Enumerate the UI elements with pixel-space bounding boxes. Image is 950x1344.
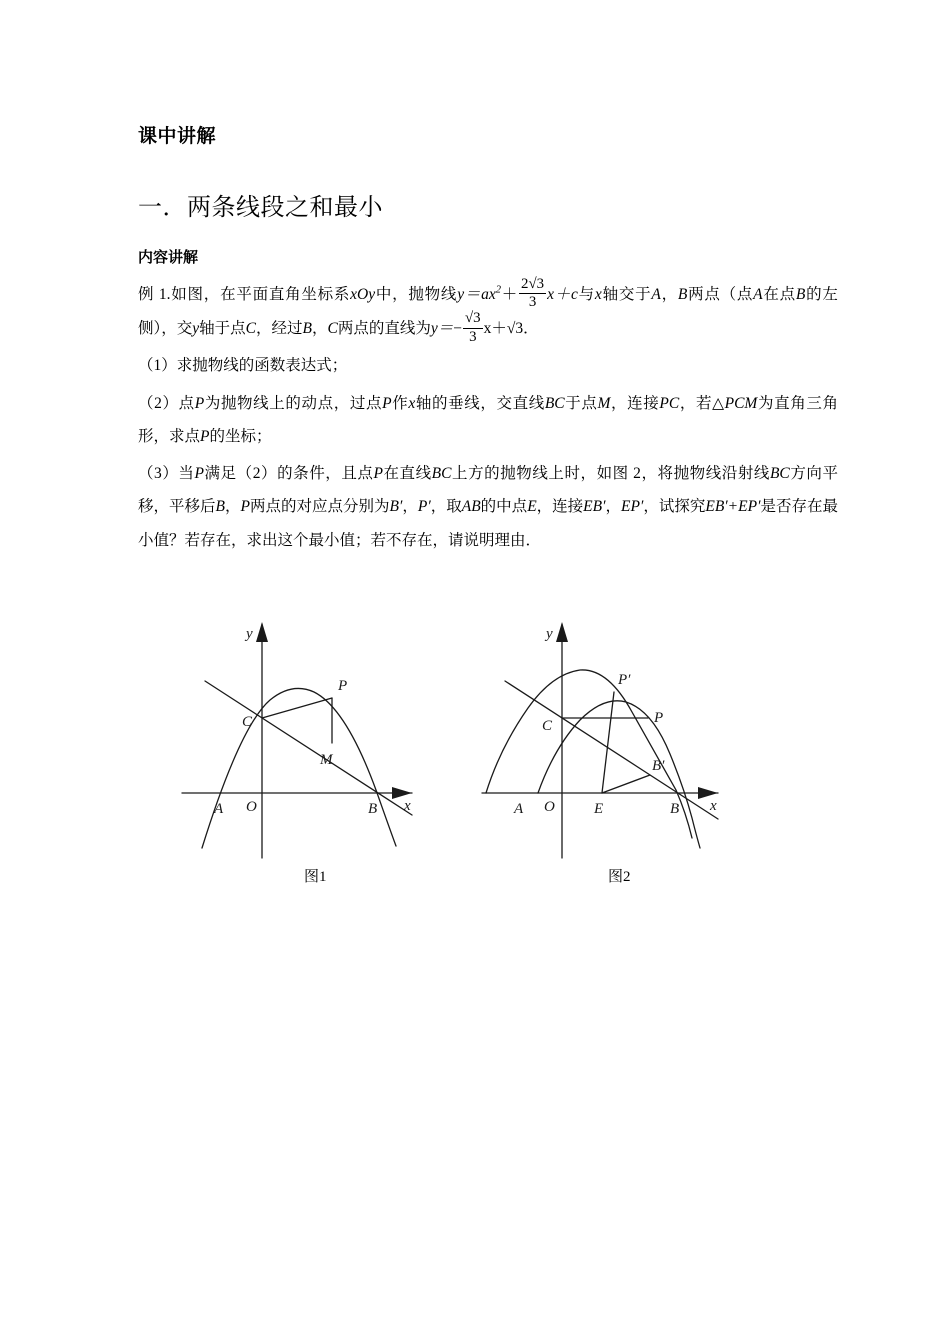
figure-2-canvas [480, 608, 750, 868]
figure-2-label-e: E [594, 801, 604, 817]
line-tail-plus: ＋ [491, 319, 507, 337]
var-bc: BC [544, 394, 565, 412]
parabola-plus: ＋ [501, 285, 519, 303]
point-c-name: C [245, 319, 257, 337]
fraction-2root3-over-3 [519, 277, 546, 311]
question-3-m: ，试探究 [643, 498, 706, 516]
figure-1-label-m: M [320, 752, 333, 768]
var-pcm: PCM [724, 394, 758, 412]
figure-2-y-axis-arrow [556, 622, 568, 642]
figure-2-label-c: C [542, 718, 553, 734]
var-ep-prime: EP′ [621, 498, 644, 516]
var-p-prime: P′ [417, 498, 431, 516]
figure-1-line-bc [205, 681, 412, 815]
var-pc: PC [659, 394, 680, 412]
question-3-h: ， [402, 498, 418, 516]
question-3 [138, 453, 838, 557]
figure-1-label-b: B [368, 801, 378, 817]
figure-1-label-x: x [404, 798, 411, 814]
problem-lead: 例 1.如图，在平面直角坐标系 [138, 285, 351, 303]
problem-line2-tail3: 两点的直线为 [337, 319, 431, 337]
axis-y-name: y [192, 319, 200, 337]
var-b-prime: B′ [389, 498, 403, 516]
figure-1-label-p: P [338, 678, 348, 694]
var-bc-q3: BC [431, 465, 452, 483]
problem-line2-tail2: ，经过 [256, 319, 303, 337]
question-3-b: 满足（2）的条件，且点 [203, 465, 374, 483]
line-equation-minus: − [453, 319, 463, 337]
document-content [138, 0, 838, 557]
figure-2-segment-ep-prime [602, 692, 614, 793]
question-3-f: ， [224, 498, 241, 516]
figure-1-label-a: A [214, 801, 224, 817]
figure-1-label-c: C [242, 714, 253, 730]
line-period: ． [523, 319, 539, 337]
figure-2-segment-eb-prime [602, 775, 650, 793]
question-3-j: 的中点 [480, 498, 528, 516]
question-3-e: 方向平移，平移后 [138, 465, 838, 516]
subsection-heading: 内容讲解 [138, 249, 199, 266]
problem-axis-tail: 轴交于 [601, 285, 652, 303]
fraction-numerator: 2√3 [519, 277, 546, 295]
var-p-3: P [200, 427, 210, 445]
figure-2-label-b-prime: B′ [652, 758, 665, 774]
figure-2-label-b: B [670, 801, 680, 817]
problem-two-points: 两点（点 [687, 285, 754, 303]
line-fraction-numerator: √3 [463, 311, 483, 329]
question-2-b: 为抛物线上的动点，过点 [204, 394, 383, 412]
var-e: E [527, 498, 537, 516]
figure-1-label-y: y [246, 626, 253, 642]
problem-after-eq: 与 [577, 285, 595, 303]
var-p: P [194, 394, 205, 412]
parabola-exponent: 2 [495, 284, 502, 296]
fraction-root3-over-3 [463, 311, 483, 345]
line-tail-x: x [483, 319, 492, 337]
question-2-i: 的坐标； [209, 427, 272, 445]
question-1 [138, 345, 838, 382]
question-2 [138, 383, 838, 454]
point-b-name-3: B [302, 319, 312, 337]
point-b-name-2: B [795, 285, 806, 303]
problem-line2-tail: 轴于点 [199, 319, 246, 337]
var-m: M [597, 394, 611, 412]
question-3-n: 是否存在最小值？若存在，求出这个最小值；若不存在，请说明理由． [138, 498, 838, 549]
figure-1-canvas [180, 608, 440, 868]
var-eb-prime: EB′ [583, 498, 606, 516]
figure-2-label-y: y [546, 626, 553, 642]
var-eb-ep-expression: EB′+EP′ [705, 498, 761, 516]
parabola-tail-x: x [547, 285, 554, 303]
figure-2-label-p-prime: P′ [618, 672, 631, 688]
point-a-name-2: A [753, 285, 763, 303]
question-3-d: 上方的抛物线上时，如图 2，将抛物线沿射线 [451, 465, 770, 483]
line-fraction-denominator: 3 [469, 328, 477, 345]
question-1-text: （1）求抛物线的函数表达式； [138, 357, 348, 375]
question-3-a: （3）当 [138, 465, 195, 483]
figure-1-segment-cp [262, 698, 332, 718]
var-p-q3: P [194, 465, 204, 483]
point-c-name-2: C [327, 319, 338, 337]
parabola-tail-c: ＋c [553, 285, 578, 303]
var-b-q3: B [215, 498, 225, 516]
figure-2-label-origin: O [544, 799, 555, 815]
question-3-l: ， [605, 498, 622, 516]
var-ab: AB [461, 498, 481, 516]
fraction-denominator: 3 [528, 294, 537, 311]
figure-2-caption: 图2 [608, 869, 631, 885]
question-3-k: ，连接 [536, 498, 584, 516]
line-equation-y: y＝ [430, 319, 454, 337]
question-2-e: 于点 [564, 394, 598, 412]
figure-1-caption: 图1 [304, 869, 327, 885]
figure-2 [480, 608, 750, 885]
axis-x-name: x [594, 285, 602, 303]
figure-2-label-x: x [710, 798, 717, 814]
question-2-c: 作 [391, 394, 409, 412]
question-3-g: 两点的对应点分别为 [249, 498, 390, 516]
parabola-a: ax [481, 285, 496, 303]
question-2-g: ，若△ [679, 394, 725, 412]
axes-name: xOy [350, 285, 376, 303]
comma-1: ， [660, 285, 678, 303]
figure-2-label-p: P [654, 710, 664, 726]
var-p-q3-2: P [373, 465, 383, 483]
var-bc-q3-2: BC [769, 465, 790, 483]
figure-1-label-origin: O [246, 799, 257, 815]
figure-2-label-a: A [514, 801, 524, 817]
problem-lead-mid: 中，抛物线 [375, 285, 458, 303]
question-3-c: 在直线 [382, 465, 432, 483]
problem-line2-mid: 在点 [762, 285, 796, 303]
figures-container [138, 608, 838, 908]
page-title: 课中讲解 [138, 126, 217, 147]
var-p-q3-3: P [240, 498, 250, 516]
figure-1-y-axis-arrow [256, 622, 268, 642]
figure-1 [180, 608, 440, 885]
question-2-f: ，连接 [610, 394, 660, 412]
problem-statement [138, 267, 838, 345]
question-3-i: ，取 [430, 498, 462, 516]
section-heading: 一．两条线段之和最小 [138, 194, 383, 221]
line-tail-sqrt3: √3 [506, 319, 524, 337]
question-2-d: 轴的垂线，交直线 [415, 394, 545, 412]
figure-1-parabola [202, 688, 396, 848]
var-p-2: P [382, 394, 392, 412]
point-b-name: B [677, 285, 688, 303]
problem-line2-after: 的左侧），交 [138, 285, 838, 337]
question-2-h: 为直角三角形，求点 [138, 394, 838, 445]
parabola-y: y＝ [457, 285, 482, 303]
comma-2: ， [312, 319, 328, 337]
point-a-name: A [651, 285, 661, 303]
question-2-a: （2）点 [138, 394, 195, 412]
var-x: x [408, 394, 416, 412]
